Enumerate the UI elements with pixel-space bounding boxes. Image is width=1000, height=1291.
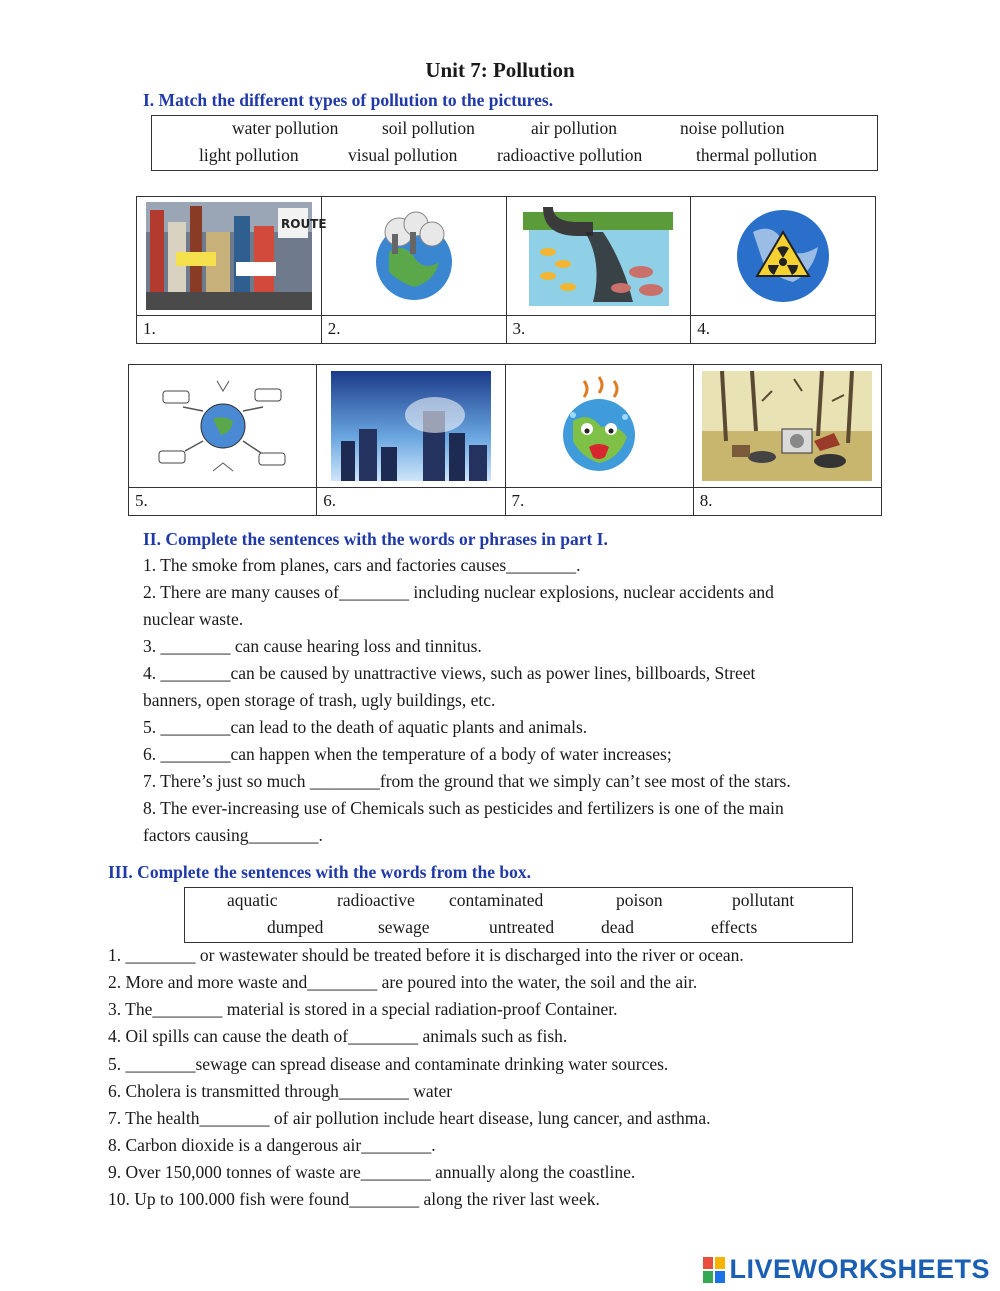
picture-number: 4. [697,319,710,338]
picture-air-pollution [322,197,507,315]
exercise-line: nuclear waste. [143,609,244,629]
picture-soil-pollution [694,365,881,487]
word-box-item: soil pollution [382,118,475,138]
section-1-heading: I. Match the different types of pollution to the pictures. [143,90,554,110]
exercise-line: 8. Carbon dioxide is a dangerous air________. [108,1135,436,1155]
exercise-line: 4. ________can be caused by unattractive views, such as power lines, billboards, Street [143,663,756,683]
exercise-line: 7. There’s just so much ________from the ground that we simply can’t see most of the stars. [143,771,791,791]
picture-radioactive-pollution [691,197,875,315]
section-3-heading: III. Complete the sentences with the words from the box. [108,862,532,882]
word-box-item: radioactive pollution [497,145,643,165]
word-box-item: pollutant [732,890,795,910]
picture-visual-pollution [137,197,327,315]
exercise-line: 4. Oil spills can cause the death of________ animals such as fish. [108,1026,568,1046]
picture-number: 3. [507,316,692,343]
exercise-line: factors causing________. [143,825,323,845]
word-box-2 [184,887,853,943]
word-box-item: radioactive [337,890,415,910]
picture-number: 1. [137,316,322,343]
liveworksheets-logo [703,1254,990,1285]
word-box-item: contaminated [449,890,544,910]
picture-noise-pollution [129,365,317,487]
word-box-item: visual pollution [348,145,458,165]
picture-light-pollution [317,365,505,487]
exercise-line: 3. ________ can cause hearing loss and tinnitus. [143,636,482,656]
section-2-heading: II. Complete the sentences with the words or phrases in part I. [143,529,608,549]
exercise-line: 1. ________ or wastewater should be treated before it is discharged into the river or ocean. [108,945,744,965]
exercise-line: 6. Cholera is transmitted through________ water [108,1081,453,1101]
picture-number: 8. [699,491,713,510]
exercise-line: 5. ________can lead to the death of aquatic plants and animals. [143,717,588,737]
word-box-item: water pollution [232,118,339,138]
logo-mark-icon [703,1257,725,1283]
picture-water-pollution [507,197,692,315]
picture-number: 2. [322,316,507,343]
word-box-item: poison [616,890,663,910]
exercise-line: 8. The ever-increasing use of Chemicals such as pesticides and fertilizers is one of the main [143,798,784,818]
word-box-1 [151,115,878,171]
word-box-item: untreated [489,917,555,937]
exercise-line: 2. There are many causes of________ including nuclear explosions, nuclear accidents and [143,582,774,602]
word-box-item: light pollution [199,145,299,165]
word-box-item: thermal pollution [696,145,818,165]
brand-name: LIVEWORKSHEETS [729,1254,990,1284]
word-box-item: aquatic [227,890,278,910]
picture-grid-2 [128,364,882,516]
exercise-line: 9. Over 150,000 tonnes of waste are________ annually along the coastline. [108,1162,636,1182]
picture-number: 7. [506,488,694,515]
exercise-line: 6. ________can happen when the temperature of a body of water increases; [143,744,672,764]
picture-grid-1 [136,196,876,344]
word-box-item: noise pollution [680,118,785,138]
svg-text:ROUTE: ROUTE [280,217,327,231]
exercise-line: 1. The smoke from planes, cars and factories causes________. [143,555,581,575]
word-box-item: sewage [378,917,430,937]
page-title: Unit 7: Pollution [425,58,575,82]
exercise-line: 3. The________ material is stored in a special radiation-proof Container. [108,999,618,1019]
exercise-line: 2. More and more waste and________ are poured into the water, the soil and the air. [108,972,698,992]
exercise-line: 7. The health________ of air pollution include heart disease, lung cancer, and asthma. [108,1108,711,1128]
word-box-item: air pollution [531,118,618,138]
exercise-line: banners, open storage of trash, ugly buildings, etc. [143,690,496,710]
exercise-line: 5. ________sewage can spread disease and contaminate drinking water sources. [108,1054,669,1074]
word-box-item: effects [711,917,758,937]
word-box-item: dumped [267,917,324,937]
picture-thermal-pollution [506,365,694,487]
exercise-line: 10. Up to 100.000 fish were found________ along the river last week. [108,1189,600,1209]
picture-number: 6. [317,488,505,515]
word-box-item: dead [601,917,635,937]
picture-number: 5. [129,488,317,515]
